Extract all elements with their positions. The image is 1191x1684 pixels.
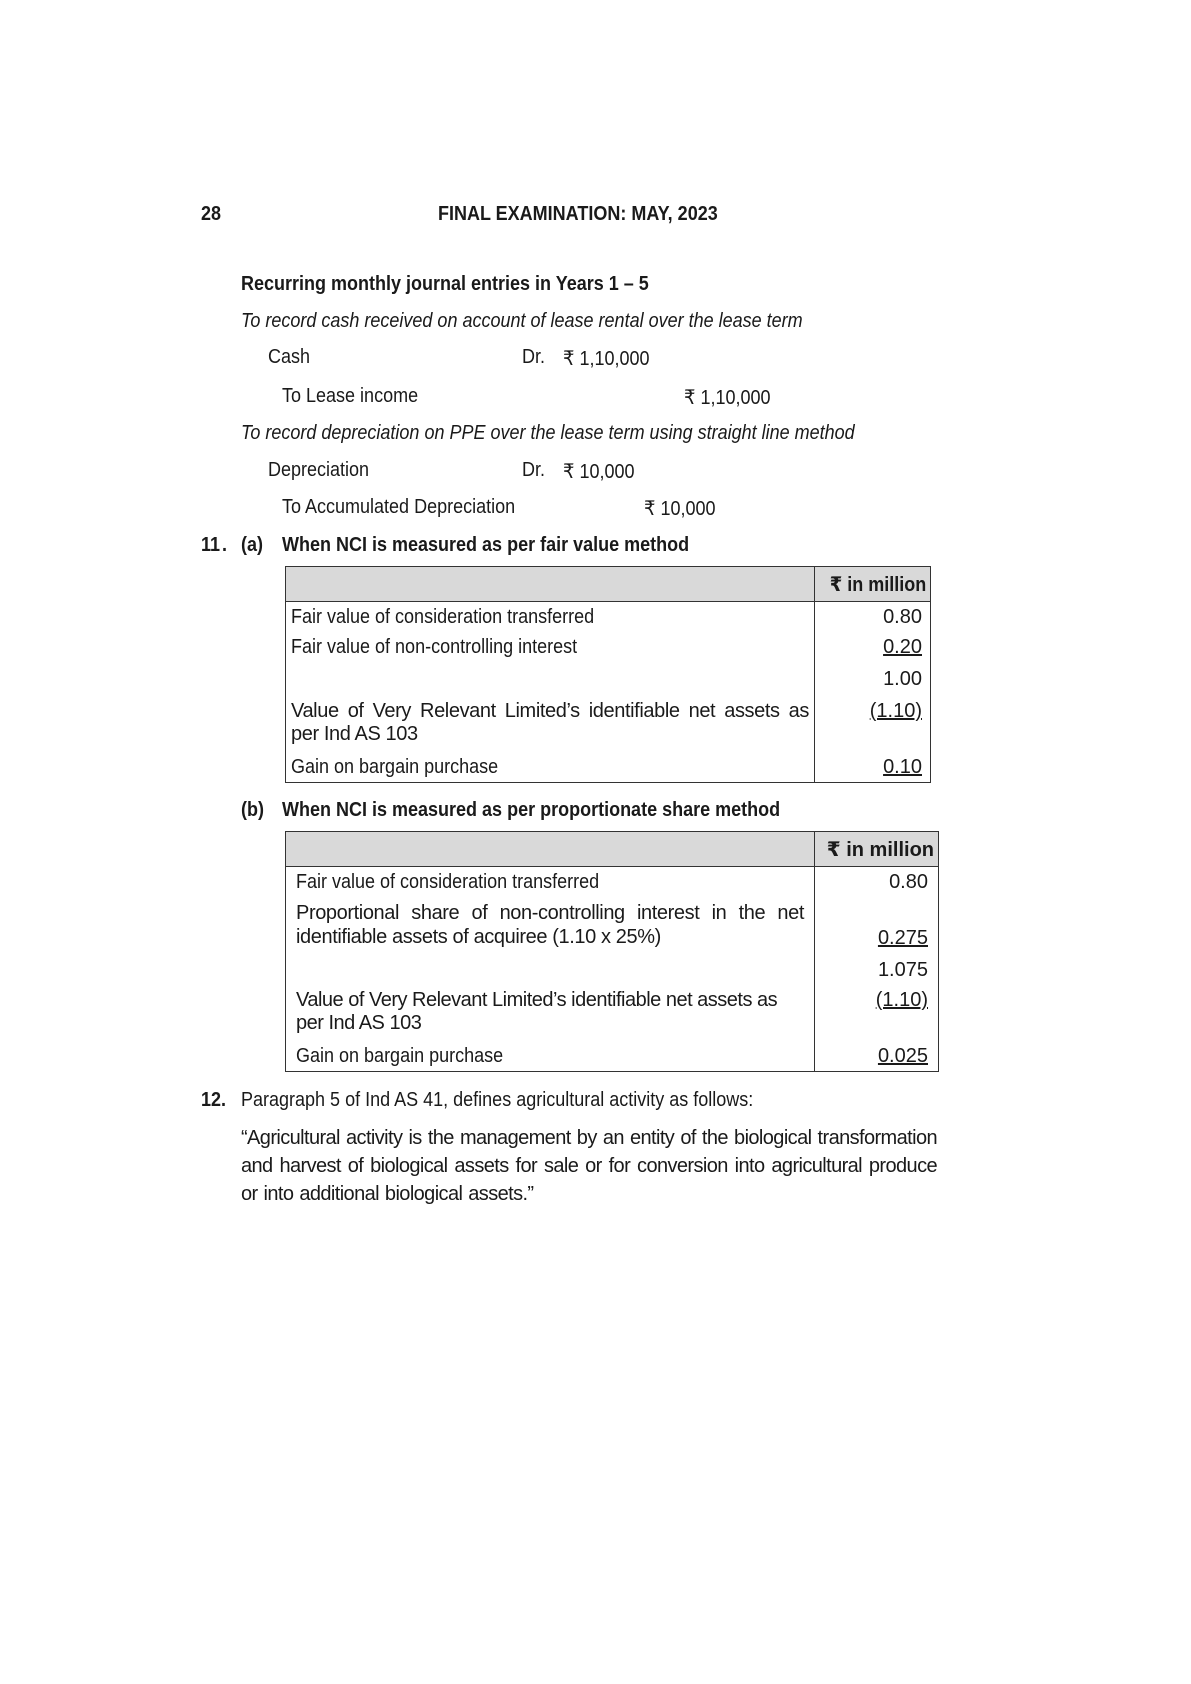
table-row: Fair value of consideration transferred bbox=[296, 871, 600, 893]
entry2-dr: Dr. bbox=[522, 459, 546, 481]
table-row: Value of Very Relevant Limited’s identifiable net assets as per Ind AS 103 bbox=[296, 989, 778, 1034]
entry1-debit-account: Cash bbox=[268, 346, 311, 368]
table-row: Proportional share of non-controlling interest in the net identifiable assets of acquiree (1.10 x 25%) bbox=[296, 902, 804, 948]
q11-number: 11 . bbox=[201, 534, 228, 556]
table-row: Fair value of consideration transferred bbox=[291, 606, 595, 628]
entry2-caption: To record depreciation on PPE over the lease term using straight line method bbox=[241, 422, 855, 444]
table-row: Value of Very Relevant Limited’s identifiable net assets as per Ind AS 103 bbox=[291, 700, 809, 745]
table-b-amount: 0.80 bbox=[889, 871, 928, 893]
entry1-debit-amount: ₹ 1,10,000 bbox=[563, 348, 650, 370]
table-row: Gain on bargain purchase bbox=[296, 1045, 504, 1067]
q11a-heading: When NCI is measured as per fair value method bbox=[282, 534, 690, 556]
table-a-unit-header: ₹ in million bbox=[815, 567, 931, 602]
journal-heading: Recurring monthly journal entries in Years 1 – 5 bbox=[241, 273, 649, 295]
q11b-label: (b) bbox=[241, 799, 264, 821]
table-b-unit-header: ₹ in million bbox=[815, 832, 939, 867]
table-a-amount-column bbox=[815, 602, 931, 783]
q12-intro: Paragraph 5 of Ind AS 41, defines agricultural activity as follows: bbox=[241, 1089, 754, 1111]
entry1-credit-account: To Lease income bbox=[282, 385, 419, 407]
table-b-amount-column bbox=[815, 867, 939, 1072]
table-b-header-blank bbox=[286, 832, 815, 867]
table-b-desc-column bbox=[286, 867, 815, 1072]
entry2-debit-account: Depreciation bbox=[268, 459, 370, 481]
table-b-amount: 1.075 bbox=[877, 959, 928, 981]
q11b-heading: When NCI is measured as per proportionate share method bbox=[282, 799, 781, 821]
table-b-amount: (1.10) bbox=[875, 989, 928, 1011]
table-fair-value-method bbox=[285, 566, 931, 783]
table-row bbox=[291, 668, 809, 700]
table-a-desc-column bbox=[286, 602, 815, 783]
table-b-amount: 0.275 bbox=[877, 927, 928, 949]
table-b-amount: 0.025 bbox=[877, 1045, 928, 1067]
entry2-credit-amount: ₹ 10,000 bbox=[644, 498, 716, 520]
table-a-amount: 0.80 bbox=[883, 606, 922, 628]
table-a-amount: (1.10) bbox=[869, 700, 922, 722]
page-number: 28 bbox=[201, 203, 222, 225]
table-a-header-blank bbox=[286, 567, 815, 602]
table-row: Gain on bargain purchase bbox=[291, 756, 499, 778]
entry1-dr: Dr. bbox=[522, 346, 546, 368]
table-a-amount: 1.00 bbox=[883, 668, 922, 690]
q11a-label: (a) bbox=[241, 534, 264, 556]
page-title: FINAL EXAMINATION: MAY, 2023 bbox=[438, 203, 718, 225]
entry1-credit-amount: ₹ 1,10,000 bbox=[684, 387, 771, 409]
table-proportionate-share-method bbox=[285, 831, 939, 1072]
entry2-credit-account: To Accumulated Depreciation bbox=[282, 496, 516, 518]
table-row: Fair value of non-controlling interest bbox=[291, 636, 578, 658]
table-a-amount: 0.10 bbox=[883, 756, 922, 778]
q12-quote: “Agricultural activity is the management by an entity of the biological transformation and harvest of biological assets for sale or for conversion into agricultural produce or into additional biological assets.” bbox=[241, 1127, 937, 1205]
table-row bbox=[296, 959, 804, 989]
entry2-debit-amount: ₹ 10,000 bbox=[563, 461, 635, 483]
entry1-caption: To record cash received on account of lease rental over the lease term bbox=[241, 310, 803, 332]
q12-number: 12. bbox=[201, 1089, 227, 1111]
table-a-amount: 0.20 bbox=[883, 636, 922, 658]
